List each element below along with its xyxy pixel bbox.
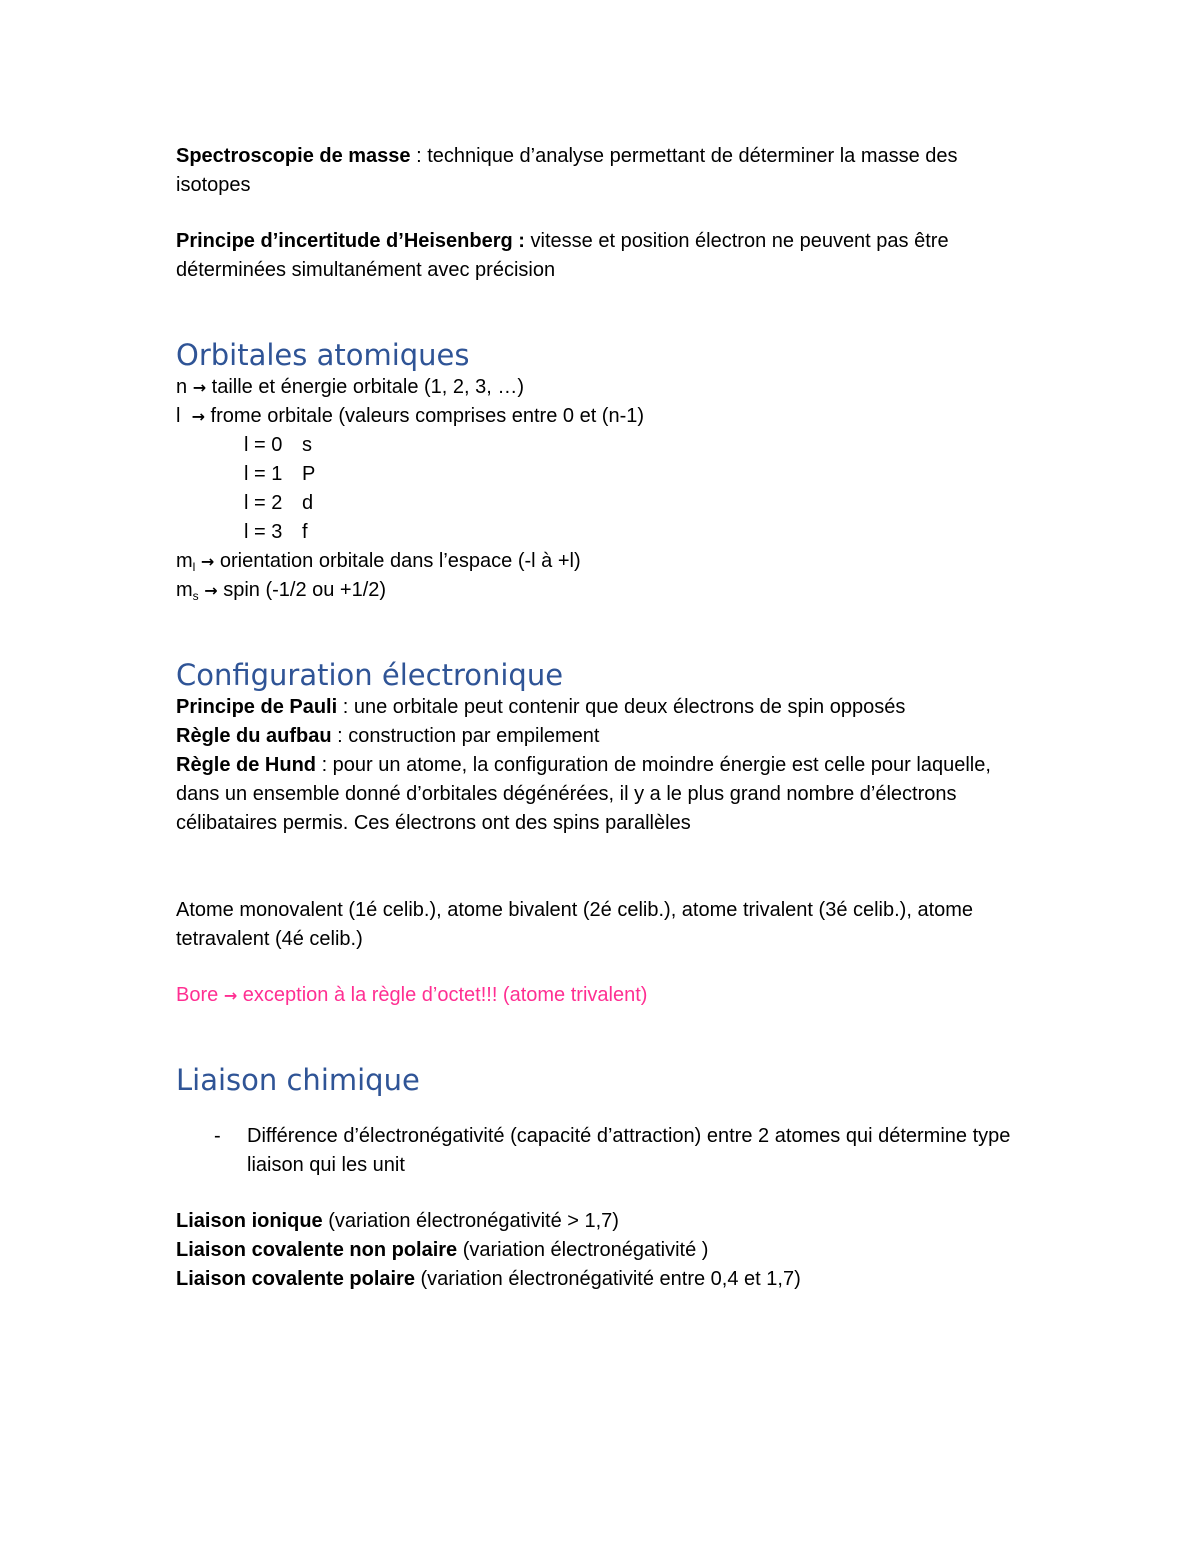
right-arrow-icon: → bbox=[192, 378, 207, 397]
l-value-row bbox=[176, 489, 1016, 518]
liaison-covalente-non-polaire-text: (variation électronégativité ) bbox=[457, 1239, 709, 1261]
spectroscopie-definition bbox=[176, 142, 1016, 200]
configuration-heading: Configuration électronique bbox=[176, 658, 564, 692]
l-value-sym: s bbox=[302, 434, 312, 456]
bore-label: Bore bbox=[176, 984, 219, 1006]
l-text: frome orbitale (valeurs comprises entre 0 et (n-1) bbox=[204, 405, 645, 427]
heisenberg-term: Principe d’incertitude d’Heisenberg : bbox=[176, 230, 525, 252]
n-text: taille et énergie orbitale (1, 2, 3, …) bbox=[206, 376, 525, 398]
aufbau-term: Règle du aufbau bbox=[176, 725, 332, 747]
list-item bbox=[176, 1122, 1016, 1180]
spectroscopie-term: Spectroscopie de masse bbox=[176, 145, 411, 167]
aufbau-text: : construction par empilement bbox=[331, 725, 600, 747]
l-value-row bbox=[176, 431, 1016, 460]
ml-line bbox=[176, 547, 1016, 576]
liaison-ionique-line bbox=[176, 1207, 1016, 1236]
liaison-covalente-polaire-line bbox=[176, 1265, 1016, 1294]
bullet-text: Différence d’électronégativité (capacité d’attraction) entre 2 atomes qui détermine type liaison qui les unit bbox=[247, 1125, 1011, 1176]
right-arrow-icon: → bbox=[204, 581, 218, 600]
hund-term: Règle de Hund bbox=[176, 754, 317, 776]
pauli-text: : une orbitale peut contenir que deux électrons de spin opposés bbox=[337, 696, 906, 718]
right-arrow-icon: → bbox=[191, 407, 205, 426]
orbitales-heading: Orbitales atomiques bbox=[176, 338, 470, 372]
ml-label: m bbox=[176, 550, 193, 572]
valence-paragraph: Atome monovalent (1é celib.), atome bivalent (2é celib.), atome trivalent (3é celib.), atome tetravalent (4é celib.) bbox=[176, 899, 974, 950]
liaison-ionique-text: (variation électronégativité > 1,7) bbox=[322, 1210, 619, 1232]
n-label: n bbox=[176, 376, 188, 398]
ml-text: orientation orbitale dans l’espace (-l à +l) bbox=[214, 550, 581, 572]
bore-note bbox=[176, 981, 1016, 1010]
document-page bbox=[176, 142, 1016, 1294]
ms-label: m bbox=[176, 579, 193, 601]
hund-text: : pour un atome, la configuration de moindre énergie est celle pour laquelle, dans un ensemble donné d’orbitales dégénérées, il y a le plus grand nombre d’électrons célibataires permis. Ces électrons ont des spins parallèles bbox=[176, 754, 991, 834]
l-value-sym: P bbox=[302, 463, 316, 485]
right-arrow-icon: → bbox=[200, 552, 215, 571]
heisenberg-text: vitesse et position électron ne peuvent pas être déterminées simultanément avec précision bbox=[176, 230, 949, 281]
pauli-term: Principe de Pauli bbox=[176, 696, 338, 718]
hund-paragraph bbox=[176, 751, 1016, 838]
l-value-row bbox=[176, 518, 1016, 547]
l-value-sym: d bbox=[302, 492, 314, 514]
l-value-sym: f bbox=[302, 521, 308, 543]
ms-subscript: s bbox=[192, 589, 199, 603]
bullet-dash: - bbox=[214, 1125, 221, 1147]
ms-text: spin (-1/2 ou +1/2) bbox=[217, 579, 387, 601]
aufbau-line bbox=[176, 722, 1016, 751]
l-value-eq: l = 2 bbox=[244, 492, 283, 514]
l-value-row bbox=[176, 460, 1016, 489]
heisenberg-definition bbox=[176, 227, 1016, 285]
pauli-line bbox=[176, 693, 1016, 722]
l-label: l bbox=[176, 405, 181, 427]
liaison-covalente-non-polaire-term: Liaison covalente non polaire bbox=[176, 1239, 458, 1261]
l-value-eq: l = 3 bbox=[244, 521, 283, 543]
l-line bbox=[176, 402, 1016, 431]
ml-subscript: l bbox=[192, 560, 196, 574]
right-arrow-icon: → bbox=[223, 986, 238, 1005]
l-value-eq: l = 0 bbox=[244, 434, 283, 456]
ms-line bbox=[176, 576, 1016, 605]
l-value-eq: l = 1 bbox=[244, 463, 283, 485]
liaison-covalente-polaire-text: (variation électronégativité entre 0,4 et 1,7) bbox=[414, 1268, 801, 1290]
liaison-heading: Liaison chimique bbox=[176, 1063, 420, 1097]
liaison-covalente-non-polaire-line bbox=[176, 1236, 1016, 1265]
liaison-ionique-term: Liaison ionique bbox=[176, 1210, 323, 1232]
n-line bbox=[176, 373, 1016, 402]
liaison-covalente-polaire-term: Liaison covalente polaire bbox=[176, 1268, 415, 1290]
bore-text: exception à la règle d’octet!!! (atome trivalent) bbox=[237, 984, 648, 1006]
spectroscopie-text: : technique d’analyse permettant de déterminer la masse des isotopes bbox=[176, 145, 958, 196]
